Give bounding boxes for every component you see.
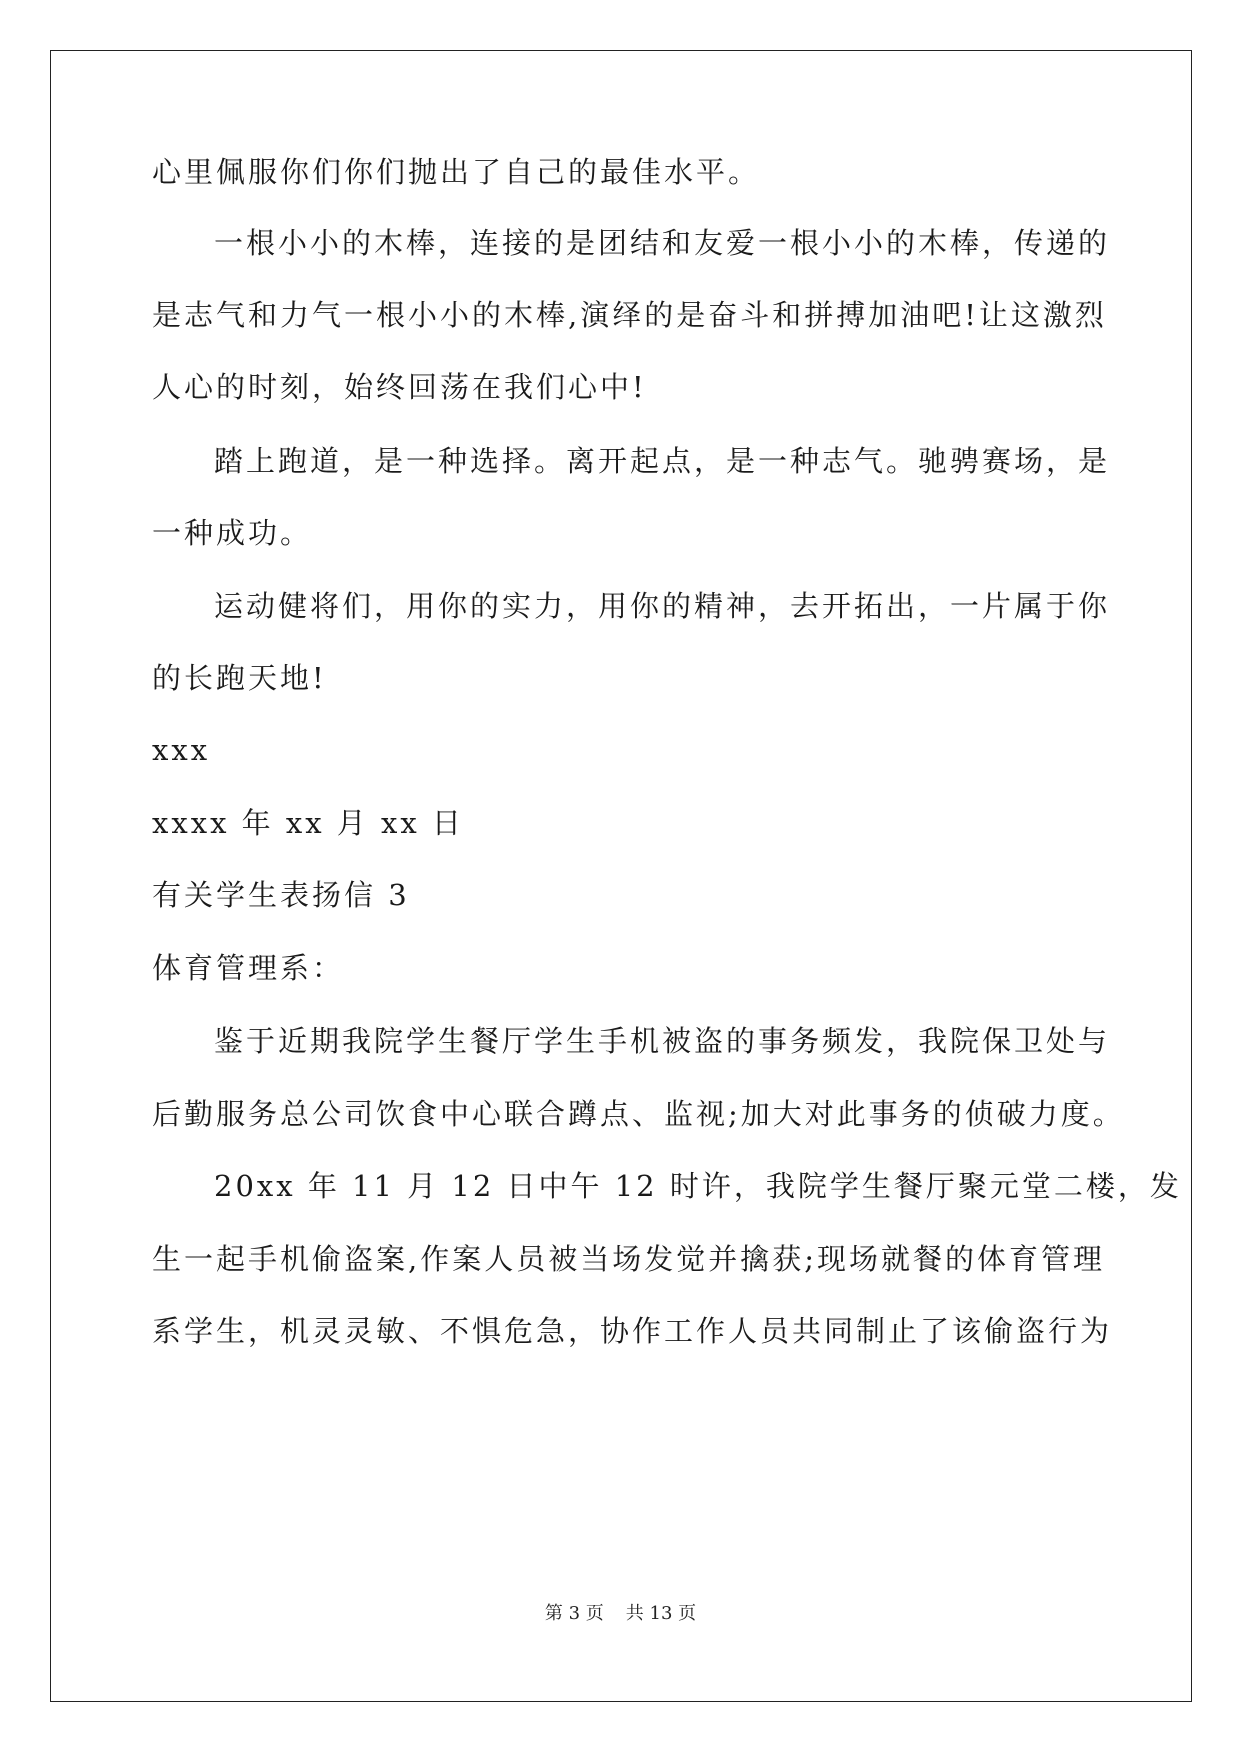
- page-number: 第 3 页: [544, 1603, 604, 1624]
- text-line: 系学生，机灵灵敏、不惧危急，协作工作人员共同制止了该偷盗行为: [152, 1314, 1113, 1348]
- signature-name: xxx: [152, 733, 211, 767]
- text-line: 生一起手机偷盗案,作案人员被当场发觉并擒获;现场就餐的体育管理: [152, 1242, 1105, 1276]
- text-line: 是志气和力气一根小小的木棒,演绎的是奋斗和拼搏加油吧!让这激烈: [152, 298, 1107, 332]
- text-line: 一根小小的木棒，连接的是团结和友爱一根小小的木棒，传递的: [214, 226, 1111, 260]
- section-title: 有关学生表扬信 3: [152, 878, 410, 912]
- text-line: 心里佩服你们你们抛出了自己的最佳水平。: [152, 155, 761, 189]
- text-line: 后勤服务总公司饮食中心联合蹲点、监视;加大对此事务的侦破力度。: [152, 1097, 1125, 1131]
- text-line: 一种成功。: [152, 516, 313, 550]
- text-line: 踏上跑道，是一种选择。离开起点，是一种志气。驰骋赛场，是: [214, 444, 1111, 478]
- text-line: 20xx 年 11 月 12 日中午 12 时许，我院学生餐厅聚元堂二楼，发: [214, 1169, 1182, 1203]
- signature-date: xxxx 年 xx 月 xx 日: [152, 806, 464, 840]
- text-line: 运动健将们，用你的实力，用你的精神，去开拓出，一片属于你: [214, 589, 1111, 623]
- text-line: 的长跑天地!: [152, 661, 327, 695]
- page-footer: [0, 1602, 1241, 1626]
- text-line: 人心的时刻，始终回荡在我们心中!: [152, 370, 647, 404]
- text-line: 鉴于近期我院学生餐厅学生手机被盗的事务频发，我院保卫处与: [214, 1024, 1111, 1058]
- salutation: 体育管理系：: [152, 951, 345, 985]
- page-total: 共 13 页: [625, 1603, 697, 1624]
